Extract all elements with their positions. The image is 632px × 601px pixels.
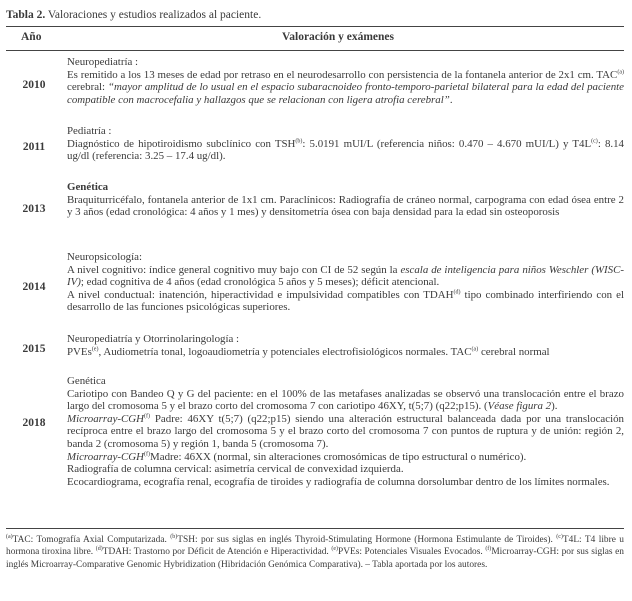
- table-caption-label: Tabla 2.: [6, 9, 46, 21]
- row-year: 2010: [22, 79, 46, 91]
- paragraph: Diagnóstico de hipotiroidismo subclínico con TSH$^{(b)}$: 5.0191 mUI/L (referencia niños: 0.470 – 4.670 mUI/L) y $T4L^{(c)}$: 8.14 ug/dl (referencia: 3.25 – 17.4 ug/dl).: [67, 137, 624, 163]
- paragraph: Microarray-CGH$^{(f)}$Madre: 46XX (normal, sin alteraciones cromosómicas de tipo estructural o numérico).: [67, 450, 527, 463]
- section-title: Genética: [67, 375, 106, 387]
- paragraph: Braquiturricéfalo, fontanela anterior de 1x1 cm. Paraclínicos: Radiografía de cráneo normal, carpograma con edad ósea entre 2 y 3 años (edad cronológica: 4 años y 1 mes) y densitometría ósea con baja densidad para la edad sin osteoporosis: [67, 193, 624, 219]
- table-top-rule: [6, 26, 624, 27]
- section-title: Neuropediatría y Otorrinolaringología :: [67, 333, 240, 345]
- row-content: [67, 56, 624, 106]
- table-bottom-rule: [6, 528, 624, 529]
- paragraph: Cariotipo con Bandeo Q y G del paciente: en el 100% de las metafases analizadas se observó una translocación entre el brazo largo del cromosoma 5 y el brazo corto del cromosoma 7 con cariotipo 46XY, t(5;7) (q22;p15). (Véase figura 2).: [67, 387, 624, 413]
- row-content: [67, 375, 624, 488]
- paragraph: Radiografía de columna cervical: asimetría cervical de convexidad izquierda.: [67, 463, 404, 476]
- table-caption: [6, 8, 261, 22]
- section-title: Neuropediatría :: [67, 56, 139, 68]
- header-content: Valoración y exámenes: [282, 31, 395, 43]
- table-footnote: $^{(a)}$TAC: Tomografía Axial Computarizada. $^{(b)}$TSH: por sus siglas en inglés Thyroid-Stimulating Hormone (Hormona Estimulante de Tiroides). $^{(c)}$T4L: T4 libre u hormona tiroxina libre. $^{(d)}$TDAH: Trastorno por Déficit de Atención e Hiperactividad. $^{(e)}$PVEs: Potenciales Visuales Evocados. $^{(f)}$Microarray-CGH: por sus siglas en inglés Microarray-Comparative Genomic Hybridization (Hibridación Genómica Comparativa). – Tabla aportada por los autores.: [6, 533, 624, 570]
- row-content: [67, 125, 624, 163]
- section-title: Genética: [67, 181, 109, 193]
- row-content: [67, 333, 624, 358]
- row-year: 2013: [22, 203, 46, 215]
- section-title: Neuropsicología:: [67, 251, 143, 263]
- row-year: 2011: [22, 141, 46, 153]
- paragraph: A nivel cognitivo: índice general cognitivo muy bajo con CI de 52 según la escala de inteligencia para niños Weschler (WISC-IV); edad cognitiva de 4 años (edad cronológica 5 años y 5 meses); déficit atencional.: [67, 263, 624, 289]
- header-bottom-rule: [6, 50, 624, 51]
- section-title: Pediatría :: [67, 125, 112, 137]
- table-caption-text: Valoraciones y estudios realizados al paciente.: [45, 9, 262, 21]
- row-content: [67, 181, 624, 219]
- row-year: 2018: [22, 417, 46, 429]
- paragraph: Es remitido a los 13 meses de edad por retraso en el neurodesarrollo con persistencia de la fontanela anterior de 2x1 cm. TAC$^{(a)}$ cerebral: “mayor amplitud de lo usual en el espacio subaracnoideo fronto-temporo-parietal bilateral para la edad del paciente compatible con macrocefalia y hallazgos que se relacionan con ligera atrofia cerebral”.: [67, 68, 624, 106]
- paragraph: A nivel conductual: inatención, hiperactividad e impulsividad compatibles con TDAH$^{(d)}$ tipo combinado interfiriendo con el desarrollo de las funciones psicológicas superiores.: [67, 288, 624, 314]
- row-content: [67, 251, 624, 314]
- row-year: 2015: [22, 343, 46, 355]
- paragraph: Microarray-CGH$^{(f)}$ Padre: 46XY t(5;7) (q22;p15) siendo una alteración estructural balanceada dada por una translocación recíproca entre el brazo largo del cromosoma 5 y el brazo corto del cromosoma 7 con puntos de ruptura y de unión: región 2, banda 2 (cromosoma 5) y región 1, banda 5 (cromosoma 7).: [67, 412, 624, 450]
- paragraph: PVEs$^{(e)}$, Audiometría tonal, logoaudiometría y potenciales electrofisiológicos normales. TAC$^{(a)}$ cerebral normal: [67, 345, 550, 358]
- row-year: 2014: [22, 281, 46, 293]
- paragraph: Ecocardiograma, ecografía renal, ecografía de tiroides y radiografía de columna dorsolumbar dentro de los límites normales.: [67, 475, 610, 488]
- header-year: Año: [21, 31, 42, 43]
